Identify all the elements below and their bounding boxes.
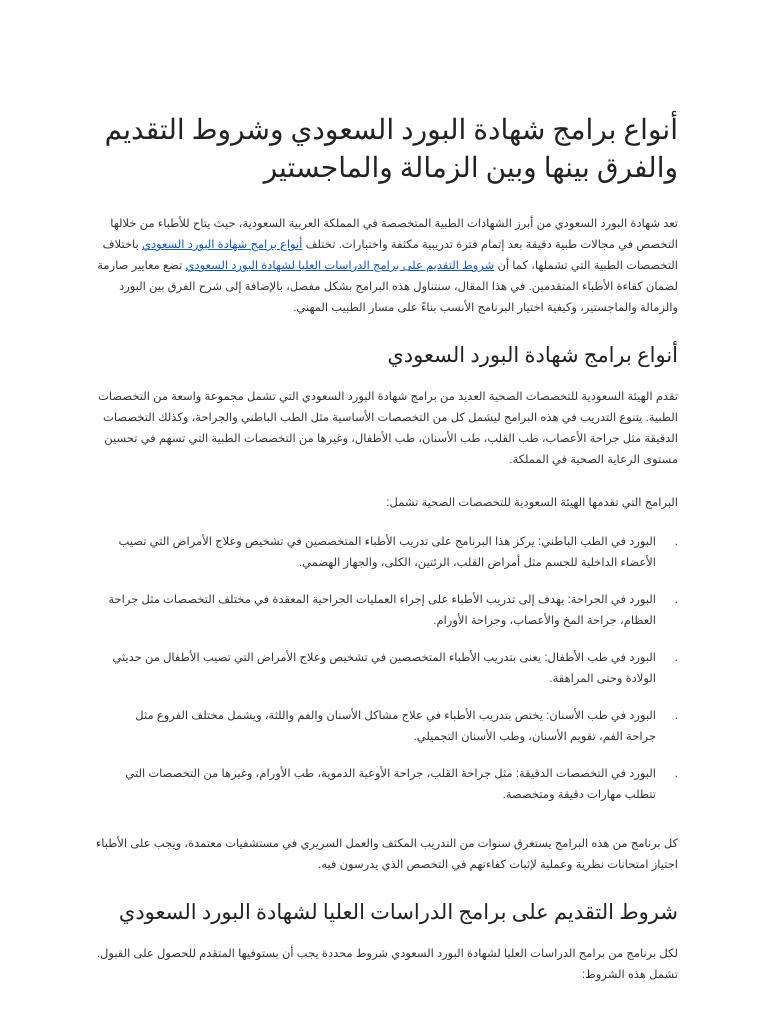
list-item-text: البورد في الطب الباطني: يركز هذا البرنامج على تدريب الأطباء المتخصصين في تشخيص وعلاج الأمراض التي تصيب الأعضاء الداخلية للجسم مثل أمراض القلب، الرئتين، الكلى، والجهاز الهضمي.: [118, 536, 656, 569]
intro-text-1: تعد شهادة البورد السعودي من أبرز الشهادات الطبية المتخصصة في المملكة العربية السعودية، حيث يتاح للأطباء من خلالها التخصص في مجالات طبية دقيقة بعد إتمام فترة تدريبية مكثفة واختبارات. تختلف: [110, 218, 678, 251]
list-item-text: البورد في طب الأطفال: يعنى بتدريب الأطباء المتخصصين في تشخيص وعلاج الأمراض التي تصيب الأطفال من حديثي الولادة وحتى المراهقة.: [112, 652, 656, 685]
bullet-marker: .: [674, 710, 678, 722]
list-item: [92, 590, 678, 632]
section-heading-application-requirements: شروط التقديم على برامج الدراسات العليا لشهادة البورد السعودي: [118, 900, 678, 924]
list-item: [92, 532, 678, 574]
bullet-marker: .: [674, 594, 678, 606]
list-item: [92, 764, 678, 806]
section1-paragraph-1: تقدم الهيئة السعودية للتخصصات الصحية العديد من برامج شهادة البورد السعودي التي تشمل مجموعة واسعة من التخصصات الطبية. يتنوع التدريب في هذه البرامج ليشمل كل من التخصصات الأساسية مثل الطب الباطني والجراحة، وكذلك التخصصات الدقيقة مثل جراحة الأعصاب، طب القلب، طب الأسنان، طب الأطفال، وغيرها من التخصصات الطبية التي تسهم في تحسين مستوى الرعاية الصحية في المملكة.: [98, 391, 678, 466]
list-item-text: البورد في الجراحة: يهدف إلى تدريب الأطباء على إجراء العمليات الجراحية المعقدة في مختلف التخصصات مثل جراحة العظام، جراحة المخ والأعصاب، وجراحة الأورام.: [108, 594, 656, 627]
bullet-marker: .: [674, 768, 678, 780]
bullet-marker: .: [674, 536, 678, 548]
list-item: [92, 648, 678, 690]
link-board-program-types[interactable]: أنواع برامج شهادة البورد السعودي: [141, 239, 303, 251]
intro-text-3: تضع معايير صارمة لضمان كفاءة الأطباء المتقدمين. في هذا المقال، سنتناول هذه البرامج بشكل مفصل، بالإضافة إلى شرح الفرق بين البورد والزمالة والماجستير، وكيفية اختيار البرنامج الأنسب بناءً على مسار الطبيب المهني.: [97, 260, 678, 314]
intro-text-2: باختلاف التخصصات الطبية التي تشملها، كما أن: [102, 239, 678, 272]
section2-paragraph-1: لكل برنامج من برامج الدراسات العليا لشهادة البورد السعودي شروط محددة يجب أن يستوفيها المتقدم للحصول على القبول. تشمل هذه الشروط:: [96, 948, 678, 981]
link-application-requirements[interactable]: شروط التقديم على برامج الدراسات العليا لشهادة البورد السعودي: [185, 260, 495, 272]
list-item-text: البورد في طب الأسنان: يختص بتدريب الأطباء في علاج مشاكل الأسنان والفم واللثة، ويشمل مختلف الفروع مثل جراحة الفم، تقويم الأسنان، وطب الأسنان التجميلي.: [135, 710, 656, 743]
section1-paragraph-3: كل برنامج من هذه البرامج يستغرق سنوات من التدريب المكثف والعمل السريري في مستشفيات معتمدة، ويجب على الأطباء اجتياز امتحانات نظرية وعملية لإثبات كفاءتهم في التخصص الذي يدرسون فيه.: [95, 838, 678, 871]
page-title: أنواع برامج شهادة البورد السعودي وشروط التقديم والفرق بينها وبين الزمالة والماجستير: [104, 115, 678, 184]
list-item-text: البورد في التخصصات الدقيقة: مثل جراحة القلب، جراحة الأوعية الدموية، طب الأورام، وغيرها من التخصصات التي تتطلب مهارات دقيقة ومتخصصة.: [125, 768, 656, 801]
section-heading-program-types: أنواع برامج شهادة البورد السعودي: [387, 343, 678, 367]
program-list: [92, 532, 678, 806]
section1-paragraph-2: البرامج التي تقدمها الهيئة السعودية للتخصصات الصحية تشمل:: [386, 497, 678, 509]
list-item: [92, 706, 678, 748]
bullet-marker: .: [674, 652, 678, 664]
article: [92, 112, 678, 1008]
intro-paragraph: [92, 214, 678, 319]
